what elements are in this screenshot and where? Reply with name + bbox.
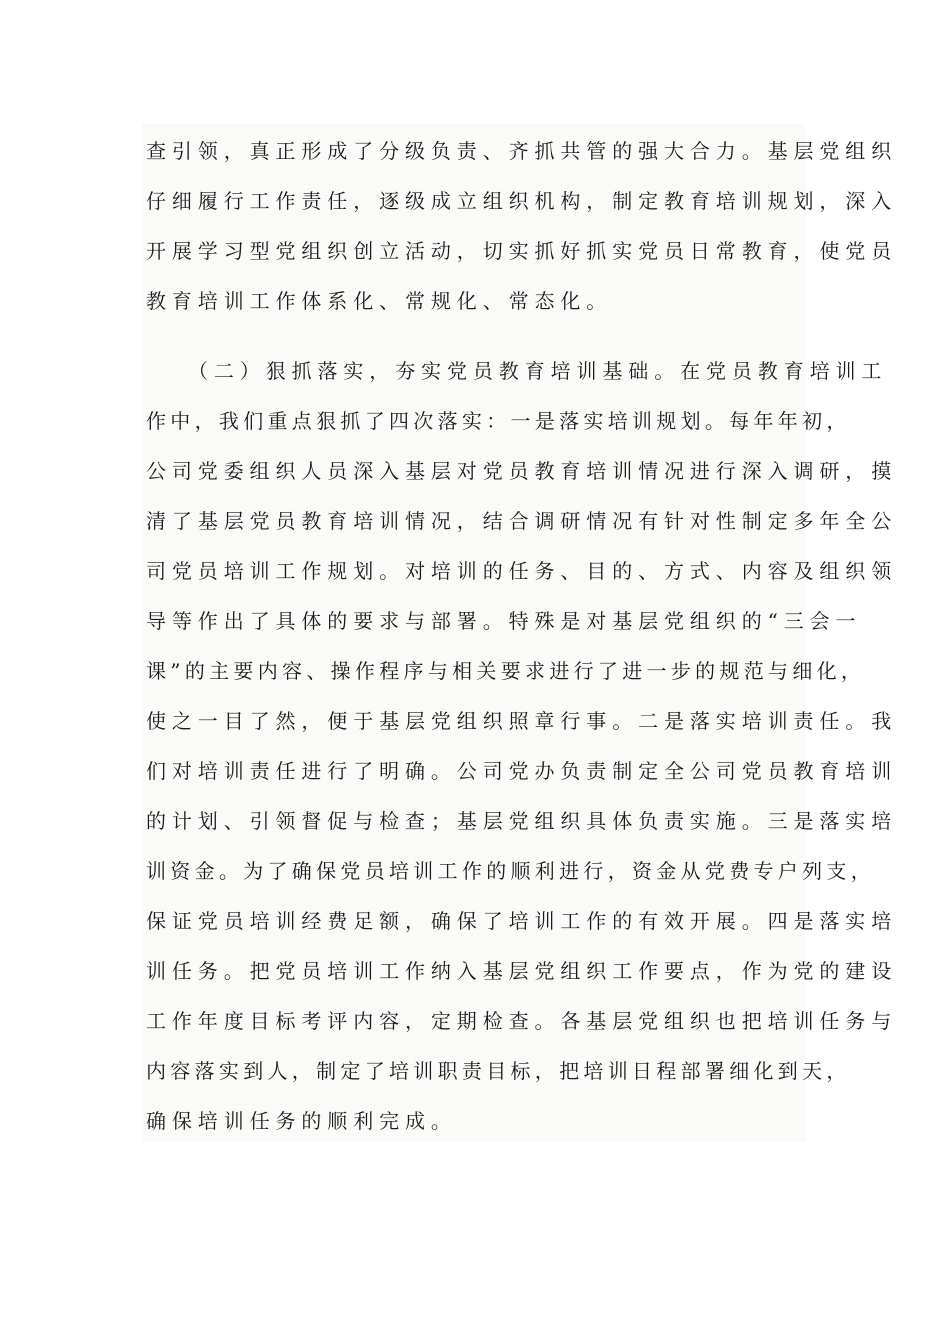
paragraph-2-line-9: 们对培训责任进行了明确。公司党办负责制定全公司党员教育培训 <box>146 759 898 783</box>
paragraph-2-line-6: 导等作出了具体的要求与部署。特殊是对基层党组织的“三会一 <box>146 609 862 633</box>
paragraph-2-line-10: 的计划、引领督促与检查；基层党组织具体负责实施。三是落实培 <box>146 809 898 833</box>
paragraph-2-line-4: 清了基层党员教育培训情况，结合调研情况有针对性制定多年全公 <box>146 509 898 533</box>
paragraph-2-line-11: 训资金。为了确保党员培训工作的顺利进行，资金从党费专户列支， <box>146 859 875 883</box>
text-block <box>142 124 898 1142</box>
paragraph-2-line-8: 使之一目了然，便于基层党组织照章行事。二是落实培训责任。我 <box>146 709 898 733</box>
paragraph-2-line-14: 工作年度目标考评内容，定期检查。各基层党组织也把培训任务与 <box>146 1009 898 1033</box>
paragraph-2-line-7: 课”的主要内容、操作程序与相关要求进行了进一步的规范与细化， <box>146 659 866 683</box>
paragraph-2-line-15: 内容落实到人，制定了培训职责目标，把培训日程部署细化到天， <box>146 1059 851 1083</box>
paragraph-2-line-1: （二）狠抓落实，夯实党员教育培训基础。在党员教育培训工 <box>188 359 888 383</box>
paragraph-1-line-1: 查引领，真正形成了分级负责、齐抓共管的强大合力。基层党组织 <box>146 139 898 163</box>
paragraph-1-line-2: 仔细履行工作责任，逐级成立组织机构，制定教育培训规划，深入 <box>146 189 898 213</box>
paragraph-2-line-12: 保证党员培训经费足额，确保了培训工作的有效开展。四是落实培 <box>146 909 898 933</box>
paragraph-2-line-13: 训任务。把党员培训工作纳入基层党组织工作要点，作为党的建设 <box>146 959 898 983</box>
paragraph-1-line-4: 教育培训工作体系化、常规化、常态化。 <box>146 289 613 313</box>
paragraph-1-line-3: 开展学习型党组织创立活动，切实抓好抓实党员日常教育，使党员 <box>146 239 898 263</box>
paragraph-2-line-3: 公司党委组织人员深入基层对党员教育培训情况进行深入调研，摸 <box>146 459 898 483</box>
paragraph-2-line-2: 作中，我们重点狠抓了四次落实：一是落实培训规划。每年年初， <box>146 409 851 433</box>
paragraph-2-line-5: 司党员培训工作规划。对培训的任务、目的、方式、内容及组织领 <box>146 559 898 583</box>
paragraph-2-line-16: 确保培训任务的顺利完成。 <box>146 1109 457 1133</box>
